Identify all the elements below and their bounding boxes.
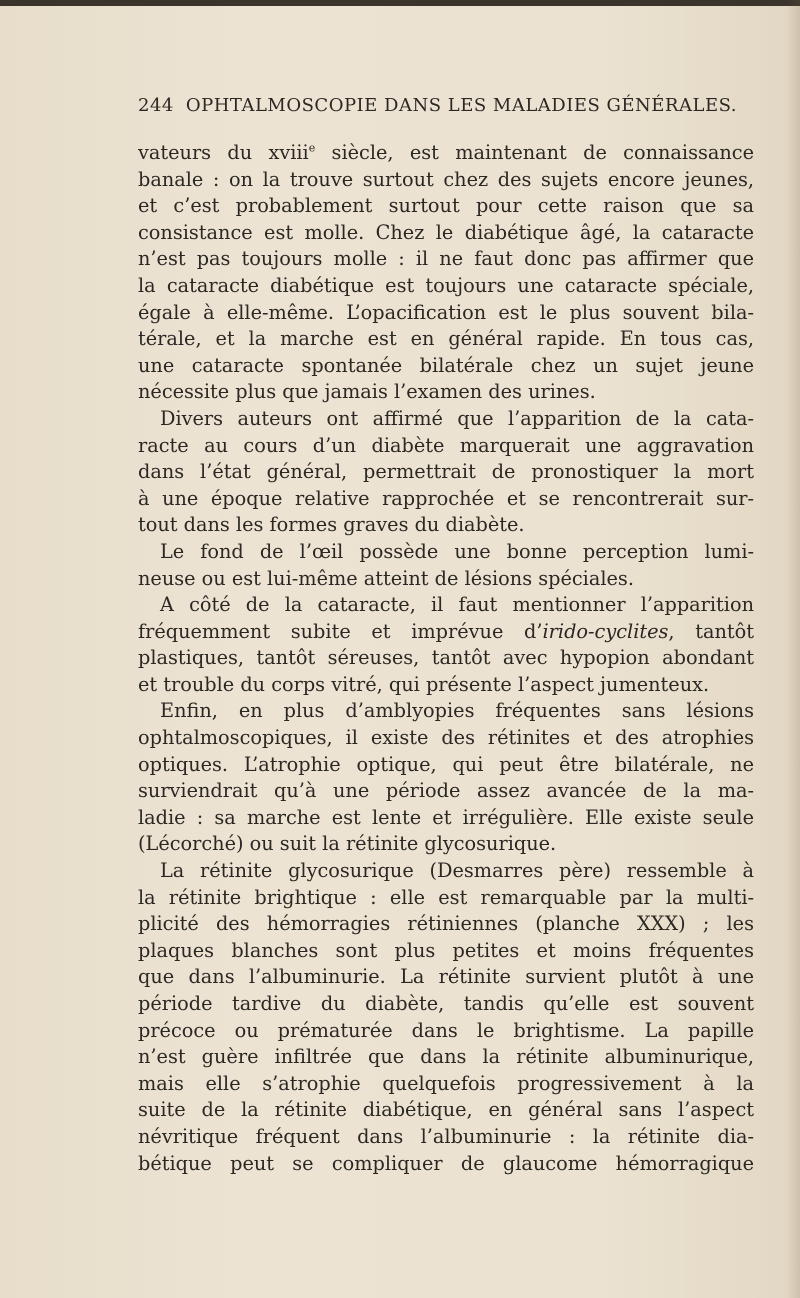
text-line: surviendrait qu’à une période assez avancée de la ma- bbox=[138, 779, 754, 803]
text-line: à une époque relative rapprochée et se rencontrerait sur- bbox=[138, 486, 754, 510]
text-line: névritique fréquent dans l’albuminurie : la rétinite dia- bbox=[138, 1124, 754, 1148]
text-line: plicité des hémorragies rétiniennes (planche XXX) ; les bbox=[138, 912, 754, 936]
text-line: Divers auteurs ont affirmé que l’apparition de la cata- bbox=[160, 406, 754, 430]
text-line: Enfin, en plus d’amblyopies fréquentes sans lésions bbox=[160, 699, 754, 723]
text-line: plaques blanches sont plus petites et moins fréquentes bbox=[138, 938, 754, 962]
text-line: Le fond de l’œil possède une bonne perception lumi- bbox=[160, 539, 754, 563]
page-number: 244 bbox=[138, 95, 174, 116]
text-line: précoce ou prématurée dans le brightisme. La papille bbox=[138, 1018, 754, 1042]
text-line: n’est guère infiltrée que dans la rétinite albuminurique, bbox=[138, 1045, 754, 1069]
text-line: racte au cours d’un diabète marquerait une aggravation bbox=[138, 433, 754, 457]
text-line: égale à elle-même. L’opacification est le plus souvent bila- bbox=[138, 300, 754, 324]
text-line: et c’est probablement surtout pour cette raison que sa bbox=[138, 194, 754, 218]
text-line: fréquemment subite et imprévue d’irido-cyclites, tantôt bbox=[138, 619, 754, 643]
text-line: plastiques, tantôt séreuses, tantôt avec hypopion abondant bbox=[138, 646, 754, 670]
text-line: vateurs du xviii$^e$ siècle, est maintenant de connaissance bbox=[138, 141, 754, 164]
text-line: n’est pas toujours molle : il ne faut donc pas affirmer que bbox=[138, 247, 754, 271]
text-line: optiques. L’atrophie optique, qui peut être bilatérale, ne bbox=[138, 752, 754, 776]
text-line: la rétinite brightique : elle est remarquable par la multi- bbox=[138, 885, 754, 909]
text-line: consistance est molle. Chez le diabétique âgé, la cataracte bbox=[138, 220, 754, 244]
text-line: ophtalmoscopiques, il existe des rétinites et des atrophies bbox=[138, 726, 754, 750]
text-line: la cataracte diabétique est toujours une cataracte spéciale, bbox=[138, 273, 754, 297]
text-line: A côté de la cataracte, il faut mentionner l’apparition bbox=[160, 593, 754, 617]
header-title: OPHTALMOSCOPIE DANS LES MALADIES GÉNÉRALES. bbox=[185, 95, 737, 116]
text-line: banale : on la trouve surtout chez des sujets encore jeunes, bbox=[138, 167, 754, 191]
text-line: (Lécorché) ou suit la rétinite glycosurique. bbox=[138, 832, 557, 856]
text-line: térale, et la marche est en général rapide. En tous cas, bbox=[138, 327, 754, 351]
text-line: et trouble du corps vitré, qui présente l’aspect jumenteux. bbox=[138, 672, 710, 696]
text-line: La rétinite glycosurique (Desmarres père) ressemble à bbox=[160, 859, 754, 883]
text-line: suite de la rétinite diabétique, en général sans l’aspect bbox=[138, 1098, 754, 1122]
text-line: ladie : sa marche est lente et irrégulière. Elle existe seule bbox=[138, 805, 754, 829]
running-header bbox=[138, 95, 758, 125]
text-line: mais elle s’atrophie quelquefois progressivement à la bbox=[138, 1071, 754, 1095]
text-line: bétique peut se compliquer de glaucome hémorragique bbox=[138, 1151, 754, 1175]
body-text bbox=[138, 140, 754, 1177]
page-edge-shadow bbox=[786, 0, 800, 1298]
text-line: que dans l’albuminurie. La rétinite survient plutôt à une bbox=[138, 965, 754, 989]
text-line: une cataracte spontanée bilatérale chez un sujet jeune bbox=[138, 353, 754, 377]
text-line: tout dans les formes graves du diabète. bbox=[138, 513, 525, 537]
text-line: nécessite plus que jamais l’examen des urines. bbox=[138, 380, 596, 404]
text-line: dans l’état général, permettrait de pronostiquer la mort bbox=[138, 460, 754, 484]
top-edge-shadow bbox=[0, 0, 800, 6]
text-line: neuse ou est lui-même atteint de lésions spéciales. bbox=[138, 566, 634, 590]
text-line: période tardive du diabète, tandis qu’elle est souvent bbox=[138, 992, 754, 1015]
